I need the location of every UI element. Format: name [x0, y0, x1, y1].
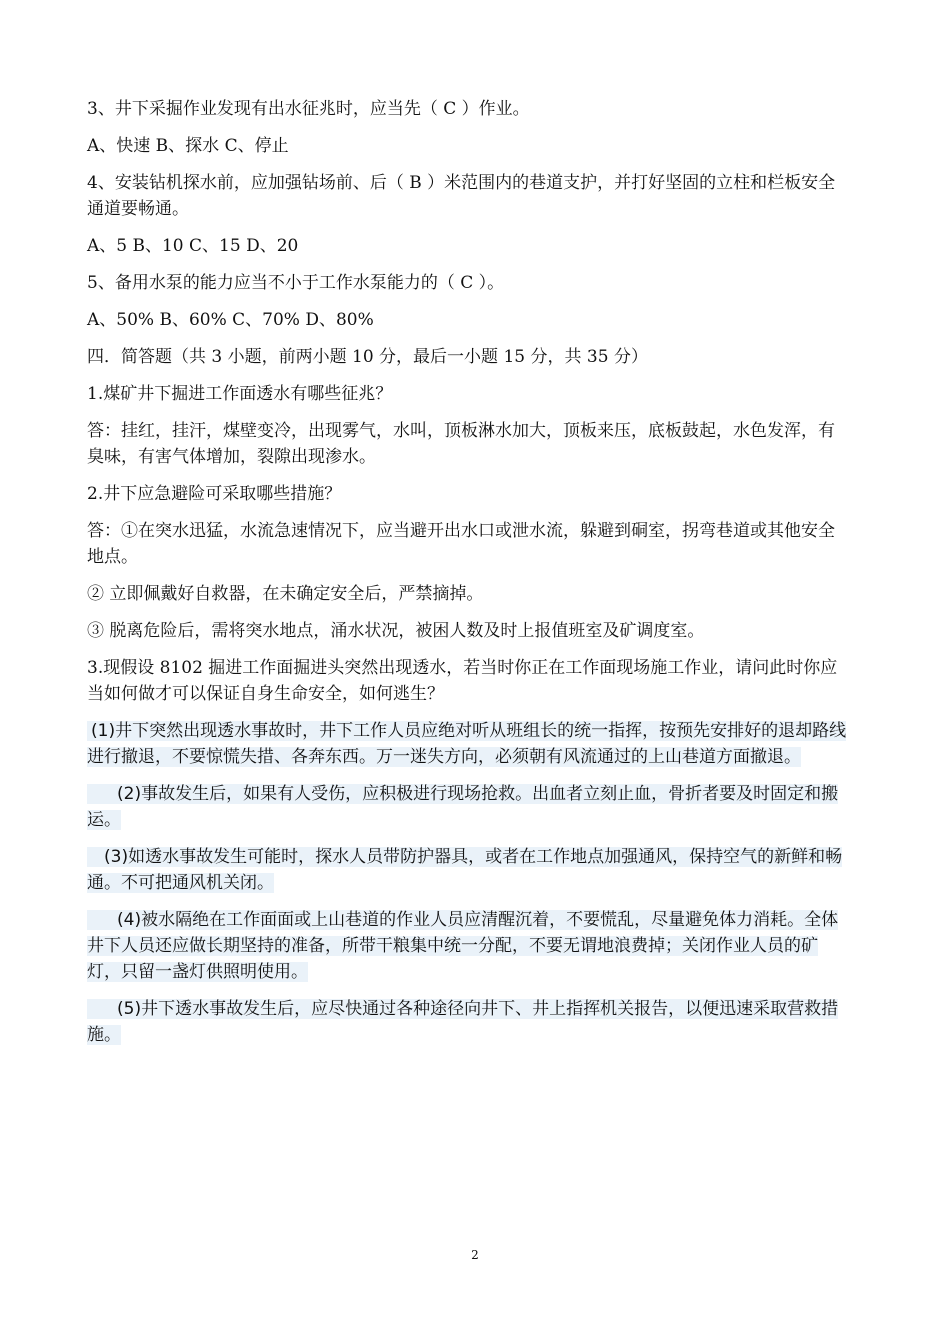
item-text: 被水隔绝在工作面面或上山巷道的作业人员应清醒沉着，不要慌乱，尽量避免体力消耗。全体井下人员还应做长期坚持的准备，所带干粮集中统一分配，不要无谓地浪费掉；关闭作业人员的矿灯，只留一盏灯供照明使用。 [87, 910, 839, 982]
item-text: 井下透水事故发生后，应尽快通过各种途径向井下、井上指挥机关报告，以便迅速采取营救措施。 [87, 999, 839, 1045]
answer-3-item-2 [87, 781, 851, 833]
page-number: 2 [471, 1248, 479, 1262]
short-answer-2-part-2: ② 立即佩戴好自救器，在未确定安全后，严禁摘掉。 [87, 584, 484, 604]
question-5-options: A、50% B、60% C、70% D、80% [87, 310, 374, 330]
item-text: 如透水事故发生可能时，探水人员带防护器具，或者在工作地点加强通风，保持空气的新鲜和畅通。不可把通风机关闭。 [87, 847, 843, 893]
short-answer-2-part-1: 答：①在突水迅猛，水流急速情况下，应当避开出水口或泄水流，躲避到硐室，拐弯巷道或其他安全地点。 [87, 521, 835, 567]
item-number: (5) [117, 999, 142, 1019]
item-text: 井下突然出现透水事故时，井下工作人员应绝对听从班组长的统一指挥，按预先安排好的退却路线进行撤退，不要惊慌失措、各奔东西。万一迷失方向，必须朝有风流通过的上山巷道方面撤退。 [87, 721, 847, 767]
answer-3-item-5 [87, 996, 851, 1048]
section-heading: 四．简答题（共 3 小题，前两小题 10 分，最后一小题 15 分，共 35 分） [87, 347, 648, 367]
question-3-options: A、快速 B、探水 C、停止 [87, 136, 289, 156]
answer-3-item-3 [87, 844, 851, 896]
question-4: 4、安装钻机探水前，应加强钻场前、后（ B ）米范围内的巷道支护，并打好坚固的立柱和栏板安全通道要畅通。 [87, 173, 836, 219]
answer-3-item-4 [87, 907, 851, 985]
item-number: (2) [117, 784, 142, 804]
question-5: 5、备用水泵的能力应当不小于工作水泵能力的（ C ）。 [87, 273, 505, 293]
item-text: 事故发生后，如果有人受伤，应积极进行现场抢救。出血者立刻止血，骨折者要及时固定和搬运。 [87, 784, 839, 830]
question-3: 3、井下采掘作业发现有出水征兆时，应当先（ C ）作业。 [87, 99, 530, 119]
short-answer-2-part-3: ③ 脱离危险后，需将突水地点，涌水状况，被困人数及时上报值班室及矿调度室。 [87, 621, 705, 641]
item-number: (3) [104, 847, 129, 867]
short-question-1: 1.煤矿井下掘进工作面透水有哪些征兆？ [87, 384, 393, 404]
answer-3-item-1 [87, 718, 851, 770]
question-4-options: A、5 B、10 C、15 D、20 [87, 236, 299, 256]
item-number: (4) [117, 910, 142, 930]
item-number: (1) [91, 721, 116, 741]
short-question-2: 2.井下应急避险可采取哪些措施？ [87, 484, 342, 504]
document-body [87, 96, 851, 1059]
short-answer-1: 答：挂红，挂汗，煤壁变冷，出现雾气，水叫，顶板淋水加大，顶板来压，底板鼓起，水色发浑，有臭味，有害气体增加，裂隙出现渗水。 [87, 421, 835, 467]
short-question-3: 3.现假设 8102 掘进工作面掘进头突然出现透水，若当时你正在工作面现场施工作业，请问此时你应当如何做才可以保证自身生命安全，如何逃生？ [87, 658, 838, 704]
